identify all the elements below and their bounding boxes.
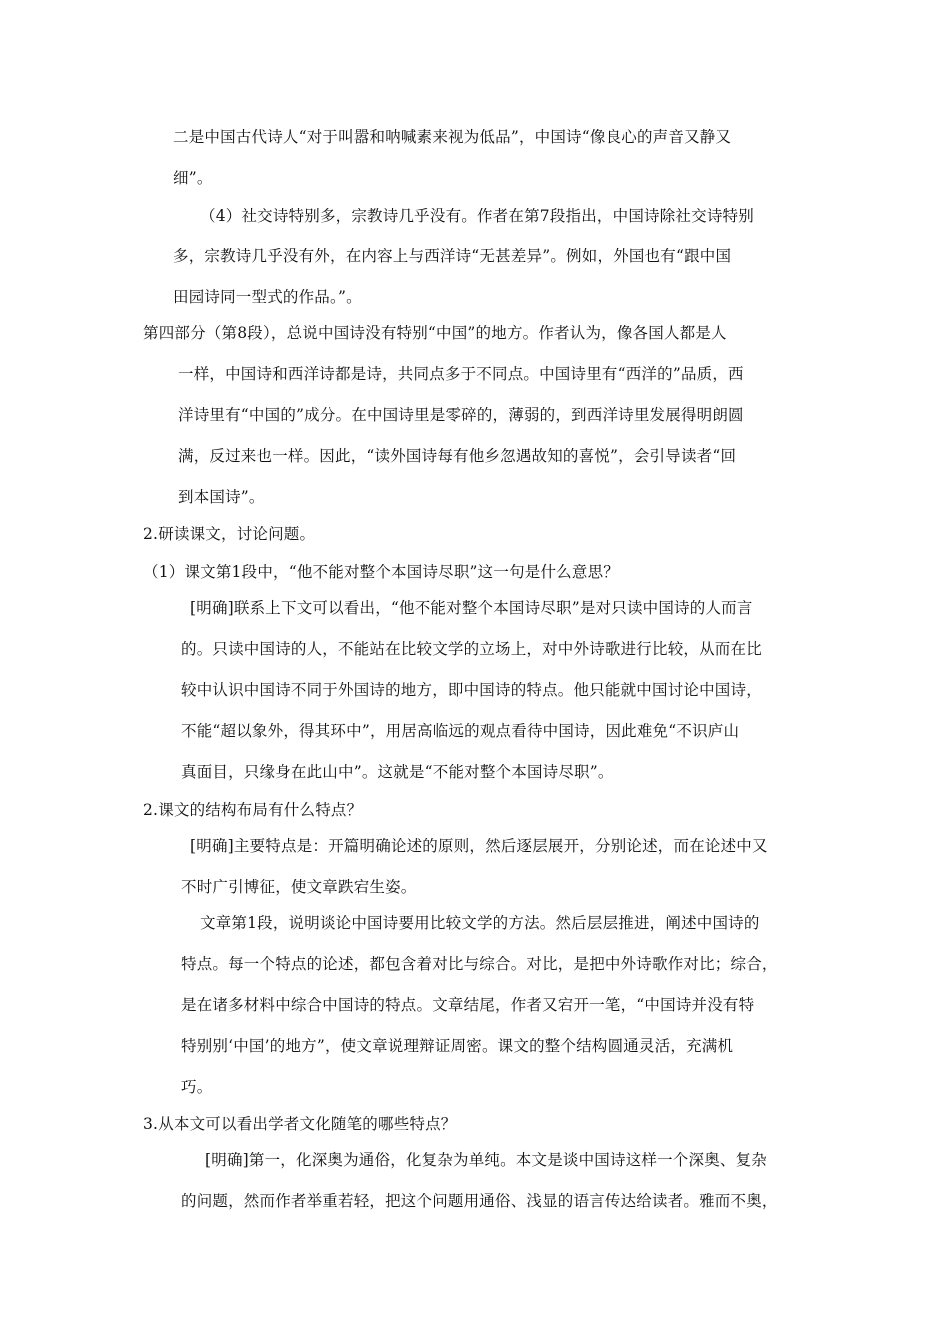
text-line: [明确]主要特点是：开篇明确论述的原则，然后逐层展开，分别论述，而在论述中又 xyxy=(190,837,768,855)
text-line: 真面目，只缘身在此山中”。这就是“不能对整个本国诗尽职”。 xyxy=(181,763,614,781)
question-heading: 3.从本文可以看出学者文化随笔的哪些特点？ xyxy=(143,1115,457,1133)
text-line: 洋诗里有“中国的”成分。在中国诗里是零碎的，薄弱的，到西洋诗里发展得明朗圆 xyxy=(178,406,744,424)
text-line: 文章第1段，说明谈论中国诗要用比较文学的方法。然后层层推进，阐述中国诗的 xyxy=(200,914,760,932)
question-heading: 2.课文的结构布局有什么特点？ xyxy=(143,801,363,819)
text-line: 第四部分（第8段），总说中国诗没有特别“中国”的地方。作者认为，像各国人都是人 xyxy=(143,324,727,342)
text-line: 到本国诗”。 xyxy=(178,488,265,506)
text-line: 一样，中国诗和西洋诗都是诗，共同点多于不同点。中国诗里有“西洋的”品质，西 xyxy=(178,365,744,383)
text-line: 是在诸多材料中综合中国诗的特点。文章结尾，作者又宕开一笔，“中国诗并没有特 xyxy=(181,996,755,1014)
text-line: 较中认识中国诗不同于外国诗的地方，即中国诗的特点。他只能就中国讨论中国诗， xyxy=(181,681,762,699)
question-heading: （1）课文第1段中，“他不能对整个本国诗尽职”这一句是什么意思？ xyxy=(143,563,619,581)
text-line: 的。只读中国诗的人，不能站在比较文学的立场上，对中外诗歌进行比较，从而在比 xyxy=(181,640,762,658)
text-line: 田园诗同一型式的作品。”。 xyxy=(173,288,362,306)
text-line: 的问题，然而作者举重若轻，把这个问题用通俗、浅显的语言传达给读者。雅而不奥， xyxy=(181,1192,778,1210)
text-line: 满，反过来也一样。因此，“读外国诗每有他乡忽遇故知的喜悦”，会引导读者“回 xyxy=(178,447,737,465)
text-line: 巧。 xyxy=(181,1078,213,1096)
text-line: 细”。 xyxy=(173,169,213,187)
text-line: （4）社交诗特别多，宗教诗几乎没有。作者在第7段指出，中国诗除社交诗特别 xyxy=(200,207,754,225)
text-line: [明确]第一，化深奥为通俗，化复杂为单纯。本文是谈中国诗这样一个深奥、复杂 xyxy=(205,1151,767,1169)
text-line: 多，宗教诗几乎没有外，在内容上与西洋诗“无甚差异”。例如，外国也有“跟中国 xyxy=(173,247,732,265)
text-line: 不能“超以象外，得其环中”，用居高临远的观点看待中国诗，因此难免“不识庐山 xyxy=(181,722,740,740)
text-line: 特别别‘中国’的地方”，使文章说理辩证周密。课文的整个结构圆通灵活，充满机 xyxy=(181,1037,734,1055)
text-line: [明确]联系上下文可以看出，“他不能对整个本国诗尽职”是对只读中国诗的人而言 xyxy=(190,599,753,617)
text-line: 不时广引博征，使文章跌宕生姿。 xyxy=(181,878,417,896)
text-line: 二是中国古代诗人“对于叫嚣和呐喊素来视为低品”，中国诗“像良心的声音又静又 xyxy=(173,128,732,146)
text-line: 特点。每一个特点的论述，都包含着对比与综合。对比，是把中外诗歌作对比；综合， xyxy=(181,955,778,973)
section-heading: 2.研读课文，讨论问题。 xyxy=(143,525,316,543)
